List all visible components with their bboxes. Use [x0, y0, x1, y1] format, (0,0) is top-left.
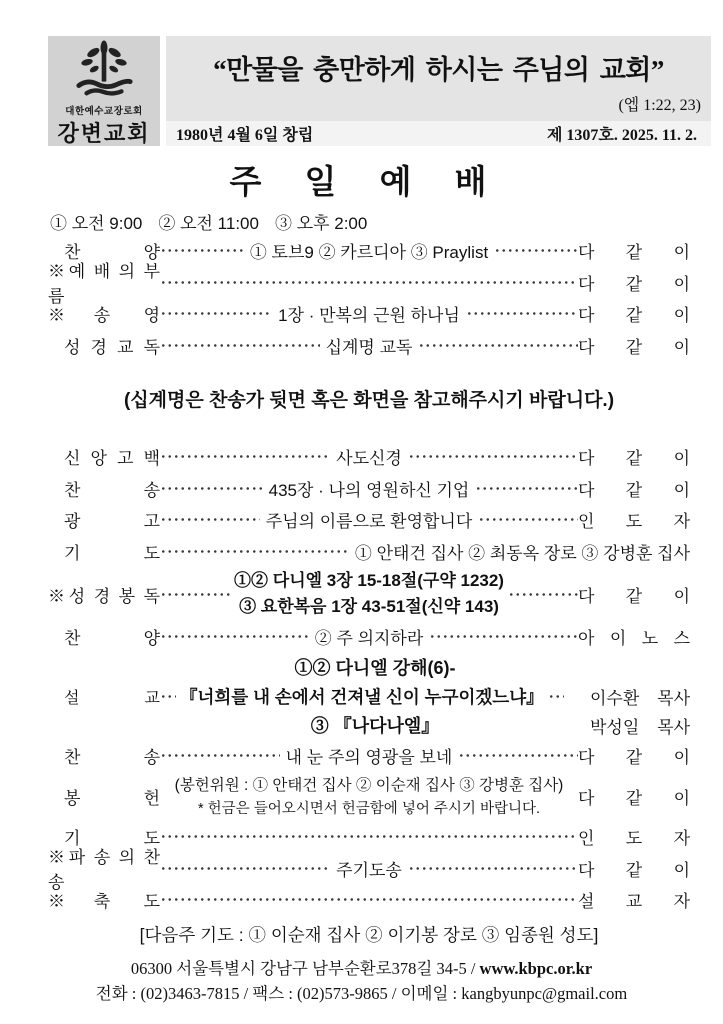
dotted-leader	[160, 834, 578, 839]
row-label: ※송 영	[48, 306, 160, 326]
row-content: 사도신경	[336, 449, 402, 469]
prayer-leaders: ① 안태건 집사 ② 최동옥 장로 ③ 강병훈 집사	[354, 543, 690, 563]
tree-river-logo-icon	[73, 40, 135, 102]
service-time-1: ① 오전 9:00	[50, 213, 143, 233]
row-label: ※예 배 의 부 름	[48, 262, 160, 307]
scripture-passage-2: ③ 요한복음 1장 43-51절(신약 143)	[239, 597, 499, 616]
row-performer: 인 도 자	[578, 512, 691, 532]
dotted-leader	[160, 486, 263, 491]
dotted-leader	[160, 248, 244, 253]
worship-row-call	[48, 262, 690, 307]
dotted-leader	[408, 454, 578, 459]
scripture-passage-1: ①② 다니엘 3장 15-18절(구약 1232)	[234, 571, 504, 590]
row-content: 십계명 교독	[325, 337, 413, 357]
row-content: 주기도송	[336, 860, 402, 880]
dotted-leader	[160, 517, 260, 522]
row-content: ② 주 의지하라	[314, 629, 424, 649]
dotted-leader	[494, 248, 578, 253]
row-label: 기 도	[64, 829, 160, 849]
worship-row-creed	[48, 441, 690, 473]
next-week-prayer: [다음주 기도 : ① 이순재 집사 ② 이기봉 장로 ③ 임종원 성도]	[139, 924, 599, 945]
row-label: 신 앙 고 백	[64, 449, 160, 469]
decalogue-note: (십계명은 찬송가 뒷면 혹은 화면을 참고해주시기 바랍니다.)	[123, 390, 615, 411]
dotted-leader	[548, 694, 564, 699]
dotted-leader	[160, 311, 272, 316]
dotted-leader	[408, 866, 578, 871]
order-of-worship	[48, 209, 690, 949]
footer-address-line	[0, 956, 723, 981]
row-label: 찬 송	[64, 480, 160, 500]
row-performer: 아 이 노 스	[578, 629, 690, 649]
bulletin-header	[48, 36, 711, 146]
dotted-leader	[429, 634, 578, 639]
worship-row-offering	[48, 771, 690, 821]
dotted-leader	[466, 311, 578, 316]
row-performer: 다 같 이	[578, 480, 690, 500]
motto-band	[166, 36, 711, 121]
church-address: 06300 서울특별시 강남구 남부순환로378길 34-5 /	[130, 958, 476, 978]
row-label: ※축 도	[48, 892, 160, 912]
offering-details	[160, 773, 578, 819]
dotted-leader	[160, 634, 309, 639]
service-time-2: ② 오전 11:00	[158, 213, 259, 233]
church-logo-box	[48, 36, 160, 146]
row-content: ① 토브9 ② 카르디아 ③ Praylist	[249, 243, 489, 263]
dotted-leader	[160, 592, 230, 597]
issue-strip	[166, 121, 711, 146]
row-performer: 다 같 이	[578, 747, 691, 767]
worship-row-sending-hymn	[48, 848, 691, 893]
church-name: 강변교회	[57, 121, 151, 146]
dotted-leader	[478, 517, 578, 522]
motto-verse-reference: (엡 1:22, 23)	[618, 97, 701, 114]
sermon-pastor-2: 박성일 목사	[590, 717, 690, 737]
row-content: 1장 · 만복의 근원 하나님	[278, 306, 460, 326]
dotted-leader	[160, 897, 578, 902]
worship-row-hymn	[48, 473, 690, 505]
sermon-pastor-1: 이수환 목사	[590, 688, 690, 708]
row-performer: 다 같 이	[578, 337, 690, 357]
worship-row-benediction	[48, 884, 690, 916]
row-content: 435장 · 나의 영원하신 기업	[268, 480, 470, 500]
row-label: 기 도	[64, 543, 160, 563]
offering-instruction: * 헌금은 들어오시면서 헌금함에 넣어 주시기 바랍니다.	[198, 801, 540, 817]
row-performer: 설 교 자	[578, 892, 690, 912]
row-performer: 다 같 이	[578, 860, 691, 880]
service-time-3: ③ 오후 2:00	[274, 213, 368, 233]
worship-row-responsive-reading	[48, 330, 690, 362]
row-content: 내 눈 주의 영광을 보네	[285, 747, 453, 767]
row-label: 성 경 교 독	[64, 337, 160, 357]
sermon-title-1: 『너희를 내 손에서 건져낼 신이 누구이겠느냐』	[180, 686, 544, 707]
row-performer: 다 같 이	[578, 788, 690, 808]
row-performer: 다 같 이	[578, 306, 690, 326]
row-label: ※성 경 봉 독	[48, 586, 160, 606]
sermon-line-3	[160, 711, 690, 740]
row-performer: 다 같 이	[578, 243, 690, 263]
worship-row-doxology	[48, 298, 690, 330]
row-label: 찬 송	[64, 747, 160, 767]
sermon-lines	[160, 653, 690, 740]
worship-row-prayer	[48, 536, 690, 568]
dotted-leader	[160, 454, 330, 459]
worship-row-announcements	[48, 504, 690, 536]
row-performer: 다 같 이	[578, 274, 690, 294]
founded-date: 1980년 4월 6일 창립	[176, 127, 314, 144]
church-motto: “만물을 충만하게 하시는 주님의 교회”	[213, 55, 664, 85]
church-website: www.kbpc.or.kr	[479, 958, 593, 978]
service-times	[50, 209, 690, 233]
row-label: 광 고	[64, 512, 160, 532]
worship-row-sermon	[48, 653, 690, 740]
dotted-leader	[160, 549, 349, 554]
sermon-title-2: ③ 『나다나엘』	[310, 716, 440, 736]
dotted-leader	[160, 694, 176, 699]
footer-contact-line: 전화 : (02)3463-7815 / 팩스 : (02)573-9865 / 이메일 : kangbyunpc@gmail.com	[95, 983, 628, 1003]
bulletin-footer	[0, 956, 723, 1006]
dotted-leader	[418, 343, 578, 348]
dotted-leader	[160, 280, 578, 285]
row-label: ※파 송 의 찬 송	[48, 848, 160, 893]
dotted-leader	[458, 753, 578, 758]
denomination-label: 대한예수교장로회	[65, 106, 143, 117]
row-content: 주님의 이름으로 환영합니다	[265, 512, 473, 532]
row-performer: 다 같 이	[578, 586, 691, 606]
header-right	[166, 36, 711, 146]
worship-row-hymn-2	[48, 740, 690, 772]
offering-committee: (봉헌위원 : ① 안태건 집사 ② 이순재 집사 ③ 강병훈 집사)	[174, 777, 564, 794]
row-label: 찬 양	[64, 243, 160, 263]
row-performer: 다 같 이	[578, 449, 691, 469]
row-label: 찬 양	[64, 629, 160, 649]
issue-number-date: 제 1307호. 2025. 11. 2.	[546, 127, 697, 144]
dotted-leader	[160, 753, 280, 758]
row-label: 설 교	[64, 689, 160, 707]
row-performer: 인 도 자	[578, 829, 690, 849]
sermon-series-title: ①② 다니엘 강해(6)-	[294, 658, 456, 678]
dotted-leader	[160, 343, 320, 348]
dotted-leader	[160, 866, 330, 871]
sermon-line-2	[160, 682, 690, 711]
scripture-passages	[230, 568, 508, 620]
worship-row-scripture	[48, 567, 690, 621]
page-title: 주 일 예 배	[229, 163, 494, 200]
dotted-leader	[475, 486, 578, 491]
dotted-leader	[508, 592, 578, 597]
row-label: 봉 헌	[64, 788, 160, 808]
sermon-line-1	[160, 653, 690, 682]
worship-row-anthem	[48, 621, 690, 653]
